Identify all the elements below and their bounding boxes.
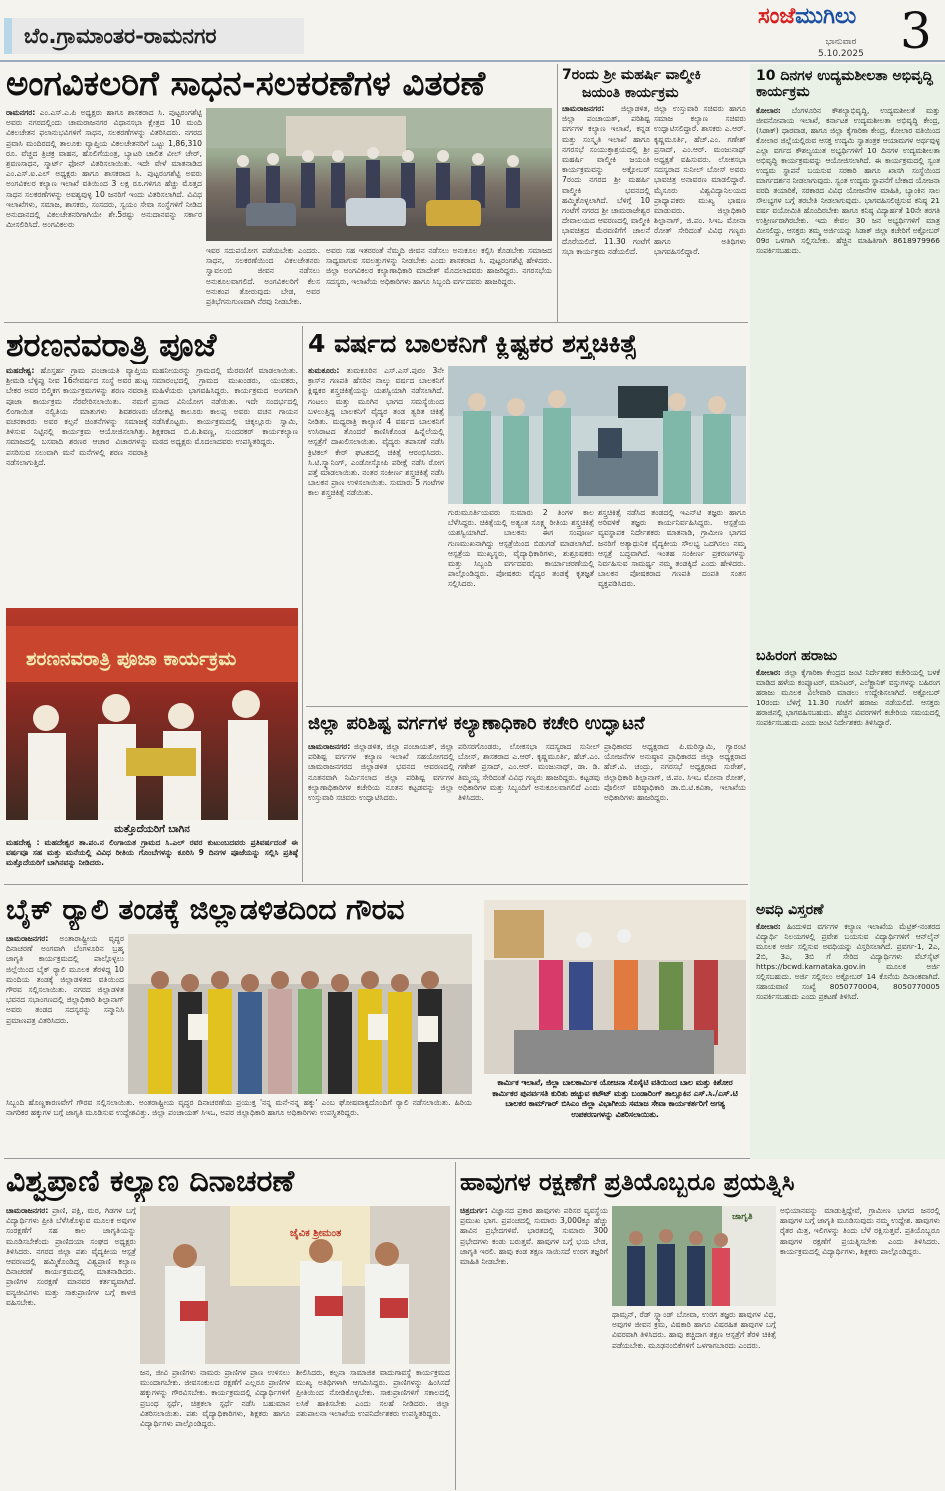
divider xyxy=(557,64,558,322)
article2-body-2: ಜಿಲ್ಲಾ ಉಸ್ತುವಾರಿ ಸಚಿವರು ಹಾಗೂ ಸಮಾಜ ಕಲ್ಯಾಣ ಸಚಿವರು ಉದ್ಘಾಟಿಸಲಿದ್ದಾರೆ. ಶಾಸಕರು ಎ.ಆರ್. ಕೃಷ್ಣಮೂರ್ತಿ, ಹೆಚ್.ಎಂ. ಗಣೇಶ್ ಪ್ರಸಾದ್, ಎಂ.ಆರ್. ಮಂಜುನಾಥ್ ಅಧ್ಯಕ್ಷತೆ ವಹಿಸುವರು. ಲೋಕಸಭಾ ಸದಸ್ಯರಾದ ಸುನೀಲ್ ಬೋಸ್ ಅವರು ಭಾವಚಿತ್ರ ಅನಾವರಣ ಮಾಡಲಿದ್ದಾರೆ. ಮೈಸೂರು ವಿಶ್ವವಿದ್ಯಾನಿಲಯದ ಪ್ರಾಧ್ಯಾಪಕರು ಮುಖ್ಯ ಭಾಷಣ ಮಾಡುವರು. ಜಿಲ್ಲಾಧಿಕಾರಿ ಶಿಲ್ಪಾನಾಗ್, ಜಿ.ಪಂ. ಸಿಇಒ ಮೋನಾ ರೋತ್ ಸೇರಿದಂತೆ ವಿವಿಧ ಗಣ್ಯರು ಹಾಗೂ ಅತಿಥಿಗಳು ಭಾಗವಹಿಸಲಿದ್ದಾರೆ. xyxy=(654,104,746,256)
article1-text-1: ಎಂ.ಎಸ್.ಎ.ಪಿ ಅಧ್ಯಕ್ಷರು ಹಾಗೂ ಶಾಸಕರಾದ ಸಿ. ಪುಟ್ಟರಂಗಶೆಟ್ಟಿ ಅವರು ನಗರದಲ್ಲಿಂದು ಚಾಮರಾಜನಗರ ವಿಧಾನಸಭಾ ಕ್ಷೇತ್ರದ 10 ಮಂದಿ ವಿಕಲಚೇತನ ಫಲಾನುಭವಿಗಳಿಗೆ ಸಾಧನ, ಸಲಕರಣೆಗಳನ್ನು ವಿತರಿಸಿದರು. ನಗರದ ಪ್ರವಾಸಿ ಮಂದಿರದಲ್ಲಿ ತಾಲೂಕು ವ್ಯಾಪ್ತಿಯ ವಿಕಲಚೇತನರಿಗೆ ಒಟ್ಟು 1,86,310 ರೂ. ವೆಚ್ಚದ ತ್ರಿಚಕ್ರ ವಾಹನ, ಹೊಲಿಗೆಯಂತ್ರ, ಬ್ಯಾಟರಿ ಚಾಲಿತ ವೀಲ್ ಚೇರ್, ಶ್ರವಣಸಾಧನ, ಸ್ಮಾರ್ಟ್ ಫೋನ್ ವಿತರಿಸಲಾಯಿತು. ಇದೇ ವೇಳೆ ಮಾತನಾಡಿದ ಎಂ.ಎಸ್.ಐ.ಎಲ್ ಅಧ್ಯಕ್ಷರು ಹಾಗೂ ಶಾಸಕರಾದ ಸಿ. ಪುಟ್ಟರಂಗಶೆಟ್ಟಿ ಅವರು ಅಂಗವಿಕಲರ ಕಲ್ಯಾಣ ಇಲಾಖೆ ವತಿಯಿಂದ 3 ಲಕ್ಷ ರೂ.ಗಳಿಗೂ ಹೆಚ್ಚು ಮೊತ್ತದ ಸಾಧನ ಸಲಕರಣೆಗಳನ್ನು ಅವಶ್ಯವುಳ್ಳ 10 ಜನರಿಗೆ ಇಂದು ವಿತರಿಸಲಾಗಿದೆ. ವಿವಿಧ ಇಲಾಖೆಗಳು, ಸಮಾಜ, ಶಾಸಕರು, ಸಂಸದರು, ಸ್ವಯಂ ಸೇವಾ ಸಂಸ್ಥೆಗಳಿಗೆ ನೀಡಿದ ಅನುದಾನದಲ್ಲಿ ವಿಕಲಚೇತನರಿಗಾಗಿಯೇ ಶೇ.5ರಷ್ಟು ಅನುದಾನವನ್ನು ಸರ್ಕಾರ ಮೀಸಲಿರಿಸಿದೆ. ಅಂಗವಿಕಲರು xyxy=(6,108,202,230)
article2-text-1: ಜಿಲ್ಲಾಡಳಿತ, ಜಿಲ್ಲಾ ಪಂಚಾಯತ್, ಪರಿಶಿಷ್ಟ ವರ್ಗಗಳ ಕಲ್ಯಾಣ ಇಲಾಖೆ, ಕನ್ನಡ ಮತ್ತು ಸಂಸ್ಕೃತಿ ಇಲಾಖೆ ಹಾಗೂ ನಗರಸಭೆ ಸಂಯುಕ್ತಾಶ್ರಯದಲ್ಲಿ ಶ್ರೀ ಮಹರ್ಷಿ ವಾಲ್ಮೀಕಿ ಜಯಂತಿ ಕಾರ್ಯಕ್ರಮವನ್ನು ಅಕ್ಟೋಬರ್ 7ರಂದು ನಗರದ ಶ್ರೀ ಮಹರ್ಷಿ ವಾಲ್ಮೀಕಿ ಭವನದಲ್ಲಿ ಹಮ್ಮಿಕೊಳ್ಳಲಾಗಿದೆ. ಬೆಳಿಗ್ಗೆ 10 ಗಂಟೆಗೆ ನಗರದ ಶ್ರೀ ಚಾಮರಾಜೇಶ್ವರ ದೇವಾಲಯದ ಆವರಣದಲ್ಲಿ ವಾಲ್ಮೀಕಿ ಭಾವಚಿತ್ರದ ಮೆರವಣಿಗೆಗೆ ಚಾಲನೆ ದೊರೆಯಲಿದೆ. 11.30 ಗಂಟೆಗೆ ಸಭಾ ಕಾರ್ಯಕ್ರಮ ನಡೆಯಲಿದೆ. xyxy=(562,104,650,256)
article1-headline: ಅಂಗವಿಕಲರಿಗೆ ಸಾಧನ-ಸಲಕರಣೆಗಳ ವಿತರಣೆ xyxy=(6,64,486,104)
article8-banner-text: ಜಾಗೃತಿ xyxy=(732,1212,753,1222)
right-col-dateline-1: ಕೋಲಾರ: xyxy=(756,106,781,115)
article5-headline: ಜಿಲ್ಲಾ ಪರಿಶಿಷ್ಟ ವರ್ಗಗಳ ಕಲ್ಯಾಣಾಧಿಕಾರಿ ಕಚೇರಿ ಉದ್ಘಾಟನೆ xyxy=(308,713,645,734)
right-col-dateline-2: ಕೋಲಾರ: xyxy=(756,668,781,677)
article3-dateline: ಮಹದೇಶ್ವ: xyxy=(6,366,35,375)
article7-text-1: ಪ್ರಾಣಿ, ಪಕ್ಷಿ, ಮರ, ಗಿಡಗಳ ಬಗ್ಗೆ ವಿದ್ಯಾರ್ಥಿಗಳು ಪ್ರೀತಿ ಬೆಳೆಸಿಕೊಳ್ಳುವ ಮೂಲಕ ಅವುಗಳ ಸಂರಕ್ಷಣೆಗೆ ಸಹ ಕಾಲ ಜಾಗೃತಿಯನ್ನು ಮೂಡಿಸಬೇಕೆಂದು ಪ್ರಾಣಿದಯಾ ಸಂಘದ ಅಧ್ಯಕ್ಷರು ತಿಳಿಸಿದರು. ನಗರದ ಜಿಲ್ಲಾ ಪಶು ವೈದ್ಯಕೀಯ ಆಸ್ಪತ್ರೆ ಆವರಣದಲ್ಲಿ ಹಮ್ಮಿಕೊಂಡಿದ್ದ ವಿಶ್ವಪ್ರಾಣಿ ಕಲ್ಯಾಣ ದಿನಾಚರಣೆ ಕಾರ್ಯಕ್ರಮದಲ್ಲಿ ಮಾತನಾಡಿದರು. ಪ್ರಾಣಿಗಳ ಸಂರಕ್ಷಣೆ ಮಾನವರ ಕರ್ತವ್ಯವಾಗಿದೆ. ವನ್ಯಜೀವಿಗಳು ಮತ್ತು ಸಾಕುಪ್ರಾಣಿಗಳ ಬಗ್ಗೆ ಕಾಳಜಿ ವಹಿಸಬೇಕು. xyxy=(6,1206,136,1307)
article5-body-2: ಪರಿಸರಗೊಂಡರು, ಲೋಕಸಭಾ ಸದಸ್ಯರಾದ ಸುನೀಲ್ ಬೋಸ್, ಶಾಸಕರಾದ ಎ.ಆರ್. ಕೃಷ್ಣಮೂರ್ತಿ, ಹೆಚ್.ಎಂ. ಗಣೇಶ್ ಪ್ರಸಾದ್, ಎಂ.ಆರ್. ಮಂಜುನಾಥ್, ಡಾ. ಡಿ. ತಿಮ್ಮಯ್ಯ ಸೇರಿದಂತೆ ವಿವಿಧ ಗಣ್ಯರು ಹಾಜರಿದ್ದರು. ಕಟ್ಟಡವು ಅಧಿಕಾರಿಗಳ ಮತ್ತು ಸಿಬ್ಬಂದಿಗೆ ಅನುಕೂಲವಾಗಲಿದೆ ಎಂದು ತಿಳಿಸಿದರು. xyxy=(458,742,600,803)
article2-headline xyxy=(562,66,746,102)
article7-poster-text: ಜೈವಿಕ ಶ್ರೀಮಂತ xyxy=(290,1228,342,1239)
article5-body-1 xyxy=(308,742,454,880)
article1-body-2: ಇವರ ಸದುಪಯೋಗ ಪಡೆಯಬೇಕು ಎಂದರು. ಸಾಧನ, ಸಲಕರಣೆಯಿಂದ ವಿಕಲಚೇತನರು ಸ್ವಾವಲಂಬಿ ಜೀವನ ನಡೆಸಲು ಅನುಕೂಲವಾಗಲಿದೆ. ಅಂಗವಿಕಲರಿಗೆ ಕೆಲಸ ಅನುಕಂಪ ತೋರುವುದು ಬೇಡ, ಅವರ ಪ್ರತಿಭೆಗನುಗುಣವಾಗಿ ನೆರವು ನೀಡಬೇಕು. xyxy=(206,246,320,307)
article8-dateline: ಚಿತ್ರದುರ್ಗ: xyxy=(460,1206,488,1215)
article5-dateline: ಚಾಮರಾಜನಗರ: xyxy=(308,742,351,751)
right-col-body-3 xyxy=(756,922,940,1156)
article3-body-2: ಮಹನೀಯರನ್ನು ಗ್ರಾಮದಲ್ಲಿ ಮೆರವಣಿಗೆ ಮಾಡಲಾಯಿತು. ಸಮಾರಂಭದಲ್ಲಿ ಗ್ರಾಮದ ಮುಖಂಡರು, ಯುವಕರು, ಮಹಿಳೆಯರು ಭಾಗವಹಿಸಿದ್ದರು. ಕಾರ್ಯಕ್ರಮದ ಅಂಗವಾಗಿ ಪ್ರಸಾದ ವಿನಿಯೋಗ ನಡೆಯಿತು. ಇದೇ ಸಂದರ್ಭದಲ್ಲಿ ಜೋಕಟ್ಟಿ ಕಾಲೂರು ಕಾಲಪ್ಪ ಅವರು ವಚನ ಗಾಯನ ನಡೆಸಿಕೊಟ್ಟರು. ಕಾರ್ಯಕ್ರಮದಲ್ಲಿ ಚಿಕ್ಕಲ್ಲೂರು ಸ್ವಾಮಿ, ಶಿಕ್ಷಕರಾದ ಬಿ.ಪಿ.ಶಿವಣ್ಣ, ಸುಂದರಕರ್ ಕಾರ್ಯಕಲ್ಯಾಣ ಮಠದ ಅಧ್ಯಕ್ಷರು ಮೊದಲಾದವರು ಉಪಸ್ಥಿತರಿದ್ದರು. xyxy=(152,366,298,447)
article6-photo xyxy=(128,934,472,1094)
issue-date: 5.10.2025 xyxy=(818,49,864,59)
article2-body-1 xyxy=(562,104,650,320)
article3-text-1: ಹೊಸ್ತರ್ಹ ಗ್ರಾಮ ಪಂಚಾಯತಿ ವ್ಯಾಪ್ತಿಯ ಶ್ರೀಮಡಿ ಬೆಳ್ಳಿಪ್ಪು ನೀವ 16ನೇವರ್ಷದ ಸಂಸ್ಥೆ ಅವರ ಹುಟ್ಟ ಬೇಕರ ಅವರ ಬಿಲ್ಮಿಕಗ ಕಾರ್ಯಕ್ರಮಗಳನ್ನು ಶರಣ ನವರಾತ್ರಿ ಪೂಜಾ ಕಾರ್ಯಕ್ರಮ ನೆರವೇರಿಸಲಾಯಿತು. ನಮಗೆ ಲಿಂಗಾಯಿತ ನಲ್ವಿತಿಯ ಮಾತುಗಳು ಶಿವಶರಣರು ವಚನಕಾರರು ಅವರ ಕಲ್ಪನೆ ಚಿಂತನೆಗಳನ್ನು ಸಮಾಜಕ್ಕೆ ತಿಳಿಸುವ ನಿಟ್ಟಿನಲ್ಲಿ ಕಾರ್ಯಕ್ರಮ ಆಯೋಜಿಸಲಾಗಿತ್ತು. ಸಮಾಜದಲ್ಲಿ ಬಸವಾದಿ ಶರಣರ ಆಚಾರ ವಿಚಾರಗಳನ್ನು ಪಸರಿಸುವ ಸಲುವಾಗಿ ಮನೆ ಮನೆಗಳಲ್ಲಿ ಶರಣ ನವರಾತ್ರಿ ನಡೆಸಲಾಗುತ್ತಿದೆ. xyxy=(6,366,148,467)
article7-dateline: ಚಾಮರಾಜನಗರ: xyxy=(6,1206,49,1215)
article8-headline: ಹಾವುಗಳ ರಕ್ಷಣೆಗೆ ಪ್ರತಿಯೊಬ್ಬರೂ ಪ್ರಯತ್ನಿಸಿ xyxy=(460,1168,795,1196)
article1-body-3: ಅವರು ಸಹ ಇತರರಂತೆ ನೆಮ್ಮದಿ ಜೀವನ ನಡೆಸಲು ಅನುಕೂಲ ಕಲ್ಪಿಸಿ ಕೊಡಬೇಕು ಸಮಾಜದ ಸಾಧ್ಯವಾಗುವ ಸವಲತ್ತುಗಳನ್ನು ನೀಡಬೇಕು ಎಂದು ಶಾಸಕರಾದ ಸಿ. ಪುಟ್ಟರಂಗಶೆಟ್ಟಿ ಹೇಳಿದರು. ಜಿಲ್ಲಾ ಅಂಗವಿಕಲರ ಕಲ್ಯಾಣಾಧಿಕಾರಿ ಮಾದೇಶ್ ಮೊದಲಾದವರು ಹಾಜರಿದ್ದರು. ನಗರಸಭೆಯ ಸದಸ್ಯರು, ಇಲಾಖೆಯ ಅಧಿಕಾರಿಗಳು ಹಾಗೂ ಸಿಬ್ಬಂದಿ ವರ್ಗದವರು ಹಾಜರಿದ್ದರು. xyxy=(326,246,552,286)
article8-text-1: ವಿಜ್ಞಾನದ ಪ್ರಕಾರ ಹಾವುಗಳು ಪರಿಸರ ವ್ಯವಸ್ಥೆಯ ಪ್ರಮುಖ ಭಾಗ. ಪ್ರಪಂಚದಲ್ಲಿ ಸುಮಾರು 3,000ಕ್ಕೂ ಹೆಚ್ಚು ಹಾವಿನ ಪ್ರಭೇದಗಳಿವೆ. ಭಾರತದಲ್ಲಿ ಸುಮಾರು 300 ಪ್ರಭೇದಗಳು ಕಂಡು ಬರುತ್ತವೆ. ಹಾವುಗಳ ಬಗ್ಗೆ ಭಯ ಬೇಡ, ಜಾಗೃತಿ ಇರಲಿ. ಹಾವು ಕಂಡ ತಕ್ಷಣ ಸಾಯಿಸದೆ ಉರಗ ತಜ್ಞರಿಗೆ ಮಾಹಿತಿ ನೀಡಬೇಕು. xyxy=(460,1206,608,1267)
article7-photo xyxy=(140,1206,450,1364)
divider xyxy=(455,1162,456,1490)
article3-body-1 xyxy=(6,366,148,604)
divider xyxy=(4,884,748,885)
right-col-text-2: ಜಿಲ್ಲಾ ಕೈಗಾರಿಕಾ ಕೇಂದ್ರದ ಜಂಟಿ ನಿರ್ದೇಶಕರ ಕಚೇರಿಯಲ್ಲಿ ಬಳಕೆ ಮಾಡಿದ ಹಳೆಯ ಕಂಪ್ಯೂಟರ್, ಮಾನಿಟರ್, ಎಲೆಕ್ಟ್ರಾನಿಕ್ ವಸ್ತುಗಳನ್ನು ಬಹಿರಂಗ ಹರಾಜು ಮೂಲಕ ವಿಲೇವಾರಿ ಮಾಡಲು ಉದ್ದೇಶಿಸಲಾಗಿದೆ. ಅಕ್ಟೋಬರ್ 10ರಂದು ಬೆಳಿಗ್ಗೆ 11.30 ಗಂಟೆಗೆ ಹರಾಜು ನಡೆಯಲಿದೆ. ಆಸಕ್ತರು ಹರಾಜಿನಲ್ಲಿ ಭಾಗವಹಿಸಬಹುದು. ಹೆಚ್ಚಿನ ವಿವರಗಳಿಗೆ ಕಚೇರಿಯ ಸಮಯದಲ್ಲಿ ಸಂಪರ್ಕಿಸಬಹುದು ಎಂದು ಜಂಟಿ ನಿರ್ದೇಶಕರು ತಿಳಿಸಿದ್ದಾರೆ. xyxy=(756,668,940,727)
brand-logo xyxy=(758,4,898,64)
article4-photo xyxy=(448,366,746,504)
article6b-photo xyxy=(484,900,746,1074)
right-col-text-1: ಬೆಂಗಳೂರಿನ ಕೌಶಲ್ಯಾಭಿವೃದ್ಧಿ, ಉದ್ಯಮಶೀಲತೆ ಮತ್ತು ಜೀವನೋಪಾಯ ಇಲಾಖೆ, ಕರ್ನಾಟಕ ಉದ್ಯಮಶೀಲತಾ ಅಭಿವೃದ್ಧಿ ಕೇಂದ್ರ, (ಸಿಡಾಕ್) ಧಾರವಾಡ, ಹಾಗೂ ಜಿಲ್ಲಾ ಕೈಗಾರಿಕಾ ಕೇಂದ್ರ, ಕೋಲಾರ ವತಿಯಿಂದ ಕೋಲಾರ ಜಿಲ್ಲೆಯಲ್ಲಿರುವ ಆಸಕ್ತ ಉದ್ಯಮಿ ಸ್ವಾತಂತ್ರಕ ಆಯಾಮಗಳ ಅರ್ಥವುಳ್ಳ ಎಲ್ಲಾ ವರ್ಗದ ಕೌಶಲ್ಯಯುತ ಅಭ್ಯರ್ಥಿಗಳಿಗೆ 10 ದಿನಗಳ ಉದ್ಯಮಶೀಲತಾ ಅಭಿವೃದ್ಧಿ ಕಾರ್ಯಕ್ರಮವನ್ನು ಆಯೋಜಿಸಲಾಗಿದೆ. ಈ ಕಾರ್ಯಕ್ರಮದಲ್ಲಿ ಸ್ವಂತ ಉದ್ಯಮ ಸ್ಥಾಪನೆ ಬಯಸುವ ಸರಕಾರಿ ಹಾಗೂ ಖಾಸಗಿ ಸಂಸ್ಥೆಯಿಂದ ಮಾರ್ಗದರ್ಶನ ನೀಡಲಾಗುವುದು. ಸ್ವಂತ ಉದ್ಯಮ ಸ್ಥಾಪನೆಗೆ ಬೇಕಾದ ಯೋಜನಾ ವರದಿ ತಯಾರಿಕೆ, ಸರಕಾರದ ವಿವಿಧ ಯೋಜನೆಗಳ ಮಾಹಿತಿ, ಬ್ಯಾಂಕಿನ ಸಾಲ ಸೌಲಭ್ಯಗಳ ಬಗ್ಗೆ ತರಬೇತಿ ನೀಡಲಾಗುವುದು. ಭಾಗವಹಿಸಲಿಚ್ಛಿಸುವ ಕನಿಷ್ಠ 21 ವರ್ಷ ವಯೋಮಿತಿ ಹೊಂದಿರಬೇಕು ಹಾಗೂ ಕನಿಷ್ಠ ವಿದ್ಯಾರ್ಹತೆ 10ನೇ ತರಗತಿ ಉತ್ತೀರ್ಣರಾಗಿರಬೇಕು. ಇದು ಕೇವಲ 30 ಜನ ಅಭ್ಯರ್ಥಿಗಳಿಗೆ ಮಾತ್ರ ಮೀಸಲಿದ್ದು, ಆಸಕ್ತರು ತಮ್ಮ ಅರ್ಜಿಯನ್ನು ಸಿಡಾಕ್ ಜಿಲ್ಲಾ ಕಚೇರಿಗೆ ಅಕ್ಟೋಬರ್ 09ರ ಒಳಗಾಗಿ ಸಲ್ಲಿಸಬೇಕು. ಹೆಚ್ಚಿನ ಮಾಹಿತಿಗಾಗಿ 8618979966 ಸಂಪರ್ಕಿಸಬಹುದು. xyxy=(756,106,940,255)
article4-body-3: ಶಸ್ತ್ರಚಿಕಿತ್ಸೆ ನಡೆಸಿದ ತಂಡದಲ್ಲಿ ಇಎನ್‌ಟಿ ತಜ್ಞರು ಹಾಗೂ ಅರಿವಳಿಕೆ ತಜ್ಞರು ಕಾರ್ಯನಿರ್ವಹಿಸಿದ್ದರು. ಆಸ್ಪತ್ರೆಯ ವ್ಯವಸ್ಥಾಪಕ ನಿರ್ದೇಶಕರು ಮಾತನಾಡಿ, ಗ್ರಾಮೀಣ ಭಾಗದ ಜನರಿಗೆ ಅತ್ಯಾಧುನಿಕ ವೈದ್ಯಕೀಯ ಸೌಲಭ್ಯ ಒದಗಿಸಲು ನಮ್ಮ ಆಸ್ಪತ್ರೆ ಬದ್ಧವಾಗಿದೆ. ಇಂತಹ ಸಂಕೀರ್ಣ ಪ್ರಕರಣಗಳನ್ನು ನಿರ್ವಹಿಸುವ ಸಾಮರ್ಥ್ಯ ನಮ್ಮ ತಂಡಕ್ಕಿದೆ ಎಂದು ಹೇಳಿದರು. ಬಾಲಕನ ಪೋಷಕರಾದ ಗಣಪತಿ ದಂಪತಿ ಸಂತಸ ವ್ಯಕ್ತಪಡಿಸಿದರು. xyxy=(598,508,746,589)
right-col-body-2 xyxy=(756,668,940,900)
article6-body-1 xyxy=(6,934,124,1094)
article8-photo xyxy=(612,1206,776,1306)
article8-body-3: ಅಭಿಯಾನವನ್ನು ಮಾಡುತ್ತಿದ್ದೇವೆ, ಗ್ರಾಮೀಣ ಭಾಗದ ಜನರಲ್ಲಿ ಹಾವುಗಳ ಬಗ್ಗೆ ಜಾಗೃತಿ ಮೂಡಿಸುವುದು ನಮ್ಮ ಉದ್ದೇಶ. ಹಾವುಗಳು ರೈತರ ಮಿತ್ರ, ಇಲಿಗಳನ್ನು ತಿಂದು ಬೆಳೆ ರಕ್ಷಿಸುತ್ತವೆ. ಪ್ರತಿಯೊಬ್ಬರೂ ಹಾವುಗಳ ರಕ್ಷಣೆಗೆ ಪ್ರಯತ್ನಿಸಬೇಕು ಎಂದು ತಿಳಿಸಿದರು. ಕಾರ್ಯಕ್ರಮದಲ್ಲಿ ವಿದ್ಯಾರ್ಥಿಗಳು, ಶಿಕ್ಷಕರು ಪಾಲ್ಗೊಂಡಿದ್ದರು. xyxy=(780,1206,940,1256)
right-col-heading-2: ಬಹಿರಂಗ ಹರಾಜು xyxy=(756,648,838,664)
article8-body-2: ಥಾಮ್ಸನ್, ರೆಡ್ ಸ್ನ್ಯಾಂಡ್ ಬೋವಾ, ಉರಗ ತಜ್ಞರು ಹಾವುಗಳ ವಿಧ, ಅವುಗಳ ಜೀವನ ಕ್ರಮ, ವಿಷಕಾರಿ ಹಾಗೂ ವಿಷರಹಿತ ಹಾವುಗಳ ಬಗ್ಗೆ ವಿವರವಾಗಿ ತಿಳಿಸಿದರು. ಹಾವು ಕಚ್ಚಿದಾಗ ತಕ್ಷಣ ಆಸ್ಪತ್ರೆಗೆ ತೆರಳಿ ಚಿಕಿತ್ಸೆ ಪಡೆಯಬೇಕು. ಮೂಢನಂಬಿಕೆಗಳಿಗೆ ಒಳಗಾಗಬಾರದು ಎಂದರು. xyxy=(612,1310,776,1350)
divider xyxy=(306,706,748,707)
right-col-dateline-3: ಕೋಲಾರ: xyxy=(756,922,781,931)
article5-text-1: ಜಿಲ್ಲಾಡಳಿತ, ಜಿಲ್ಲಾ ಪಂಚಾಯತ್, ಜಿಲ್ಲಾ ಪರಿಶಿಷ್ಟ ವರ್ಗಗಳ ಕಲ್ಯಾಣ ಇಲಾಖೆ ಸಹಯೋಗದಲ್ಲಿ ಚಾಮರಾಜನಗರದ ಜಿಲ್ಲಾಡಳಿತ ಭವನದ ಆವರಣದಲ್ಲಿ ನೂತನವಾಗಿ ನಿರ್ಮಿಸಲಾದ ಜಿಲ್ಲಾ ಪರಿಶಿಷ್ಟ ವರ್ಗಗಳ ಕಲ್ಯಾಣಾಧಿಕಾರಿಗಳ ಕಚೇರಿಯ ನೂತನ ಕಟ್ಟಡವನ್ನು ಜಿಲ್ಲಾ ಉಸ್ತುವಾರಿ ಸಚಿವರು ಉದ್ಘಾಟಿಸಿದರು. xyxy=(308,742,454,803)
article4-text-1: ತುಮಕೂರಿನ ಎಸ್.ಎಸ್.ಪುರಂ 3ನೇ ಕ್ರಾಸ್‌ನ ಗಣಪತಿ ಹೆಸರಿನ ನಾಲ್ಕು ವರ್ಷದ ಬಾಲಕನಿಗೆ ಕ್ಲಿಷ್ಟಕರ ಶಸ್ತ್ರಚಿಕಿತ್ಸೆಯನ್ನು ಯಶಸ್ವಿಯಾಗಿ ನಡೆಸಲಾಗಿದೆ. ಗಂಟಲು ಮತ್ತು ಮೂಗಿನ ಭಾಗದ ಸಮಸ್ಯೆಯಿಂದ ಬಳಲುತ್ತಿದ್ದ ಬಾಲಕನಿಗೆ ವೈದ್ಯರ ತಂಡ ತ್ವರಿತ ಚಿಕಿತ್ಸೆ ನೀಡಿತು. ಮಧ್ಯರಾತ್ರಿ ಕಾಲ್ಯಾಣಿ 4 ವರ್ಷದ ಬಾಲಕನಿಗೆ ಉಸಿರಾಟದ ತೊಂದರೆ ಕಾಣಿಸಿಕೊಂಡ ಹಿನ್ನೆಲೆಯಲ್ಲಿ ಆಸ್ಪತ್ರೆಗೆ ದಾಖಲಿಸಲಾಯಿತು. ವೈದ್ಯರು ತಪಾಸಣೆ ನಡೆಸಿ ಕ್ರಿಟಿಕಲ್ ಕೇರ್ ಘಟಕದಲ್ಲಿ ಚಿಕಿತ್ಸೆ ಆರಂಭಿಸಿದರು. ಸಿ.ಟಿ.ಸ್ಕ್ಯಾನಿಂಗ್, ಎಂಡೋಸ್ಕೋಪಿ ಪರೀಕ್ಷೆ ನಡೆಸಿ ರೋಗ ಪತ್ತೆ ಮಾಡಲಾಯಿತು. ನಂತರ ಸಂಕೀರ್ಣ ಶಸ್ತ್ರಚಿಕಿತ್ಸೆ ನಡೆಸಿ ಬಾಲಕನ ಪ್ರಾಣ ಉಳಿಸಲಾಯಿತು. ಸುಮಾರು 5 ಗಂಟೆಗಳ ಕಾಲ ಶಸ್ತ್ರಚಿಕಿತ್ಸೆ ನಡೆಯಿತು. xyxy=(308,366,444,498)
article4-body-2: ಗುರುಮೂರ್ತಿಯವರು ಸುಮಾರು 2 ತಿಂಗಳ ಕಾಲ ಬೆಳೆಸಿದ್ದರು. ಚಿಕಿತ್ಸೆಯಲ್ಲಿ ಅತ್ಯಂತ ಸೂಕ್ಷ್ಮ ರೀತಿಯ ಶಸ್ತ್ರಚಿಕಿತ್ಸೆ ಯಶಸ್ವಿಯಾಗಿದೆ. ಬಾಲಕನು ಈಗ ಸಂಪೂರ್ಣ ಗುಣಮುಖನಾಗಿದ್ದು ಆಸ್ಪತ್ರೆಯಿಂದ ಬಿಡುಗಡೆ ಮಾಡಲಾಗಿದೆ. ಆಸ್ಪತ್ರೆಯ ಮುಖ್ಯಸ್ಥರು, ವೈದ್ಯಾಧಿಕಾರಿಗಳು, ಶುಶ್ರೂಷಕರು ಮತ್ತು ಸಿಬ್ಬಂದಿ ವರ್ಗದವರು ಕಾರ್ಯಾಚರಣೆಯಲ್ಲಿ ಪಾಲ್ಗೊಂಡಿದ್ದರು. ಪೋಷಕರು ವೈದ್ಯರ ತಂಡಕ್ಕೆ ಕೃತಜ್ಞತೆ ಸಲ್ಲಿಸಿದರು. xyxy=(448,508,594,589)
article1-body-1 xyxy=(6,108,202,318)
article2-headline-line2: ಜಯಂತಿ ಕಾರ್ಯಕ್ರಮ xyxy=(582,85,679,101)
divider xyxy=(4,322,748,323)
article2-headline-line1: 7ರಂದು ಶ್ರೀ ಮಹರ್ಷಿ ವಾಲ್ಮೀಕಿ xyxy=(562,67,701,83)
article3-photo xyxy=(6,608,298,820)
article5-body-3: ಪ್ರಾಧಿಕಾರದ ಅಧ್ಯಕ್ಷರಾದ ಪಿ.ಮರಿಸ್ವಾಮಿ, ಗ್ಯಾರಂಟಿ ಯೋಜನೆಗಳ ಅನುಷ್ಠಾನ ಪ್ರಾಧಿಕಾರದ ಜಿಲ್ಲಾ ಅಧ್ಯಕ್ಷರಾದ ಹೆಚ್.ವಿ. ಚಂದ್ರು, ನಗರಸಭೆ ಅಧ್ಯಕ್ಷರಾದ ಸುರೇಶ್, ಜಿಲ್ಲಾಧಿಕಾರಿ ಶಿಲ್ಪಾನಾಗ್, ಜಿ.ಪಂ. ಸಿಇಒ ಮೋನಾ ರೋತ್, ಪೊಲೀಸ್ ವರಿಷ್ಠಾಧಿಕಾರಿ ಡಾ.ಬಿ.ಟಿ.ಕವಿತಾ, ಇಲಾಖೆಯ ಅಧಿಕಾರಿಗಳು ಹಾಜರಿದ್ದರು. xyxy=(604,742,746,803)
article3-caption-body: ಮಹದೇಶ್ವ : ಮಹದೇಶ್ವರ ತಾ.ಪಂ.ನ ಲಿಂಗಾಯತ ಗ್ರಾಮದ ಸಿ.ಎಲ್ ರವರ ಕುಟುಂಬದವರು ಪ್ರತಿವರ್ಷದಂತೆ ಈ ವರ್ಷವೂ ಸಹ ಮತ್ತು ಮನೆಯಲ್ಲಿ ವಿವಿಧ ರೀತಿಯ ಗೊಂಬೆಗಳನ್ನು ಕೂರಿಸಿ 9 ದಿನಗಳ ಪೂಜೆಯನ್ನು ಸಲ್ಲಿಸಿ ಪ್ರತಿಷ್ಠೆ ಮತ್ತೊದೆಯರಿಗೆ ಬಾಗಿನವನ್ನು ನೀಡಿದರು. xyxy=(6,838,298,868)
article3-caption-title: ಮತ್ತೊದೆಯರಿಗೆ ಬಾಗಿನ xyxy=(114,824,190,835)
article1-dateline: ರಾಮನಗರ: xyxy=(6,108,36,117)
article4-headline: 4 ವರ್ಷದ ಬಾಲಕನಿಗೆ ಕ್ಲಿಷ್ಟಕರ ಶಸ್ತ್ರಚಿಕಿತ್ಸೆ xyxy=(308,329,638,358)
article7-body-3: ಶೀಲಿಸಿದರು, ಕಲ್ಪನಾ ಸಾಮಾಜಿಕ ವಾದುಗಾವಸ್ಥೆ ಕಾರ್ಯಕ್ರಮದ ಮುಖ್ಯ ಅತಿಥಿಗಳಾಗಿ ಆಗಮಿಸಿದ್ದರು. ಪ್ರಾಣಿಗಳನ್ನು ಹಿಂಸಿಸದೆ ಪ್ರೀತಿಯಿಂದ ನೋಡಿಕೊಳ್ಳಬೇಕು. ಸಾಕುಪ್ರಾಣಿಗಳಿಗೆ ಸಕಾಲದಲ್ಲಿ ಲಸಿಕೆ ಹಾಕಿಸಬೇಕು ಎಂದು ಸಲಹೆ ನೀಡಿದರು. ಜಿಲ್ಲಾ ಪಶುಪಾಲನಾ ಇಲಾಖೆಯ ಉಪನಿರ್ದೇಶಕರು ಉಪಸ್ಥಿತರಿದ್ದರು. xyxy=(296,1368,450,1418)
divider xyxy=(302,326,303,882)
brand-part1: ಸಂಜೆ xyxy=(758,4,796,29)
article2-dateline: ಚಾಮರಾಜನಗರ: xyxy=(562,104,605,113)
section-tag: ಬೆಂ.ಗ್ರಾಮಾಂತರ-ರಾಮನಗರ xyxy=(4,18,304,54)
issue-day: ಭಾನುವಾರ xyxy=(825,37,857,47)
brand-part2: ಮುಗಿಲು xyxy=(795,4,857,29)
right-col-text-3: ಹಿಂದುಳಿದ ವರ್ಗಗಳ ಕಲ್ಯಾಣ ಇಲಾಖೆಯ ಮೆಟ್ರಿಕ್-ನಂತರದ ವಿದ್ಯಾರ್ಥಿ ನಿಲಯಗಳಲ್ಲಿ ಪ್ರವೇಶ ಬಯಸುವ ವಿದ್ಯಾರ್ಥಿಗಳಿಗೆ ಆನ್‌ಲೈನ್ ಮೂಲಕ ಅರ್ಜಿ ಸಲ್ಲಿಸುವ ಅವಧಿಯನ್ನು ವಿಸ್ತರಿಸಲಾಗಿದೆ. ಪ್ರವರ್ಗ-1, 2ಎ, 2ಬಿ, 3ಎ, 3ಬಿ ಗೆ ಸೇರಿದ ವಿದ್ಯಾರ್ಥಿಗಳು ವೆಬ್‌ಸೈಟ್ https://bcwd.karnataka.gov.in ಮೂಲಕ ಅರ್ಜಿ ಸಲ್ಲಿಸಬಹುದು. ಅರ್ಜಿ ಸಲ್ಲಿಸಲು ಅಕ್ಟೋಬರ್ 14 ಕೊನೆಯ ದಿನಾಂಕವಾಗಿದೆ. ಸಹಾಯವಾಣಿ ಸಂಖ್ಯೆ 8050770004, 8050770005 ಸಂಪರ್ಕಿಸಬಹುದು ಎಂದು ಪ್ರಕಟಣೆ ತಿಳಿಸಿದೆ. xyxy=(756,922,940,1001)
article6-body-2: ಸಿಬ್ಬಂದಿ ಹೊಣ್ಣಕಾರಣವೇಗೆ ಗೌರವ ಸಲ್ಲಿಸಲಾಯಿತು. ಅಂತರಾಷ್ಟ್ರೀಯ ವೃದ್ಧರ ದಿನಾಚರಣೆಯ ಪ್ರಯುಕ್ತ 'ನನ್ನ ಮನೆ-ನನ್ನ ಹಕ್ಕು' ಎಂಬ ಘೋಷವಾಕ್ಯದೊಂದಿಗೆ ರ್‍ಯಾಲಿ ನಡೆಸಲಾಯಿತು. ಹಿರಿಯ ನಾಗರಿಕರ ಹಕ್ಕುಗಳ ಬಗ್ಗೆ ಜಾಗೃತಿ ಮೂಡಿಸುವ ಉದ್ದೇಶವಿತ್ತು. ಜಿಲ್ಲಾ ಪಂಚಾಯತ್ ಸಿಇಒ, ಅಪರ ಜಿಲ್ಲಾಧಿಕಾರಿ ಹಾಗೂ ಅಧಿಕಾರಿಗಳು ಉಪಸ್ಥಿತರಿದ್ದರು. xyxy=(6,1098,472,1118)
article3-headline: ಶರಣನವರಾತ್ರಿ ಪೂಜೆ xyxy=(6,326,217,364)
right-column xyxy=(750,64,945,1159)
article7-headline: ವಿಶ್ವಪ್ರಾಣಿ ಕಲ್ಯಾಣ ದಿನಾಚರಣೆ xyxy=(6,1164,295,1199)
article4-body-1 xyxy=(308,366,444,702)
article4-dateline: ತುಮಕೂರು: xyxy=(308,366,340,375)
article7-body-2: ಜನ, ಜೀವಿ ಪ್ರಾಣಿಗಳು ನಾಮರು ಪ್ರಾಣಿಗಳ ಪ್ರಾಣ ಉಳಿಸಲು ಮುಂದಾಗಬೇಕು. ಜೀವಸಂಕುಲದ ರಕ್ಷಣೆಗೆ ಎಲ್ಲರೂ ಪ್ರಾಣಿಗಳ ಹಕ್ಕುಗಳನ್ನು ಗೌರವಿಸಬೇಕು. ಕಾರ್ಯಕ್ರಮದಲ್ಲಿ ವಿದ್ಯಾರ್ಥಿಗಳಿಗೆ ಪ್ರಬಂಧ ಸ್ಪರ್ಧೆ, ಚಿತ್ರಕಲಾ ಸ್ಪರ್ಧೆ ನಡೆಸಿ ಬಹುಮಾನ ವಿತರಿಸಲಾಯಿತು. ಪಶು ವೈದ್ಯಾಧಿಕಾರಿಗಳು, ಶಿಕ್ಷಕರು ಹಾಗೂ ವಿದ್ಯಾರ್ಥಿಗಳು ಪಾಲ್ಗೊಂಡಿದ್ದರು. xyxy=(140,1368,290,1429)
article6b-caption: ಕಾರ್ಮಿಕ ಇಲಾಖೆ, ಜಿಲ್ಲಾ ಬಾಲಕಾರ್ಮಿಕ ಯೋಜನಾ ಸೊಸೈಟಿ ವತಿಯಿಂದ ಬಾಲ ಮತ್ತು ಕಿಶೋರ ಕಾರ್ಮಿಕರ ಪುನರ್ವಸತಿ ಕುರಿತು ಹಚ್ಚುವ ಕಟೌಟ್ ಮತ್ತು ಬಂಡಾರಿಂಗ್ ತಾಲ್ಲೂಕಿನ ಎಸ್.ಸಿ./ಎಸ್.ಟಿ ಬಾಲಕರ ಕಾಮ್‌ಗಾರ್ ಬಿಸಿಎಂ ಜಿಲ್ಲಾ ವಿಭಾಗೀಯ ಸಮಾಜ ಸೇವಾ ಕಾರ್ಯಕರ್ತರಿಗೆ ಅಗತ್ಯ ಉಪಕರಣಗಳನ್ನು ವಿತರಿಸಲಾಯಿತು. xyxy=(492,1078,738,1119)
right-col-body-1 xyxy=(756,106,940,646)
masthead-rule xyxy=(0,60,945,62)
article7-body-1 xyxy=(6,1206,136,1488)
article8-body-1 xyxy=(460,1206,608,1488)
article6-headline: ಬೈಕ್ ರ್‍ಯಾಲಿ ತಂಡಕ್ಕೆ ಜಿಲ್ಲಾಡಳಿತದಿಂದ ಗೌರವ xyxy=(6,893,405,926)
article6-dateline: ಚಾಮರಾಜನಗರ: xyxy=(6,934,49,943)
article3-banner-text: ಶರಣನವರಾತ್ರಿ ಪೂಜಾ ಕಾರ್ಯಕ್ರಮ xyxy=(26,648,237,670)
page-number: 3 xyxy=(900,2,932,60)
article1-photo xyxy=(206,108,552,241)
article6-text-1: ಅಂತಾರಾಷ್ಟ್ರೀಯ ವೃದ್ಧರ ದಿನಾಚರಣೆ ಅಂಗವಾಗಿ ಬೆಂಗಳೂರಿನ ಬ್ರಹ್ಮ ಜಾಗೃತಿ ಕಾರ್ಯಕ್ರಮದಲ್ಲಿ ಪಾಲ್ಗೊಳ್ಳಲು ಜಿಲ್ಲೆಯಿಂದ ಬೈಕ್ ರ್‍ಯಾಲಿ ಮೂಲಕ ತೆರಳಿದ್ದ 10 ಮಂದಿಯ ತಂಡಕ್ಕೆ ಜಿಲ್ಲಾಡಳಿತದ ವತಿಯಿಂದ ಗೌರವ ಸಲ್ಲಿಸಲಾಯಿತು. ನಗರದ ಜಿಲ್ಲಾಡಳಿತ ಭವನದ ಸಭಾಂಗಣದಲ್ಲಿ ಜಿಲ್ಲಾಧಿಕಾರಿ ಶಿಲ್ಪಾನಾಗ್ ಅವರು ತಂಡದ ಸದಸ್ಯರನ್ನು ಸನ್ಮಾನಿಸಿ ಪ್ರಮಾಣಪತ್ರ ವಿತರಿಸಿದರು. xyxy=(6,934,124,1025)
right-col-heading-3: ಅವಧಿ ವಿಸ್ತರಣೆ xyxy=(756,902,824,918)
right-col-heading-1: 10 ದಿನಗಳ ಉದ್ಯಮಶೀಲತಾ ಅಭಿವೃದ್ಧಿ ಕಾರ್ಯಕ್ರಮ xyxy=(756,68,933,100)
